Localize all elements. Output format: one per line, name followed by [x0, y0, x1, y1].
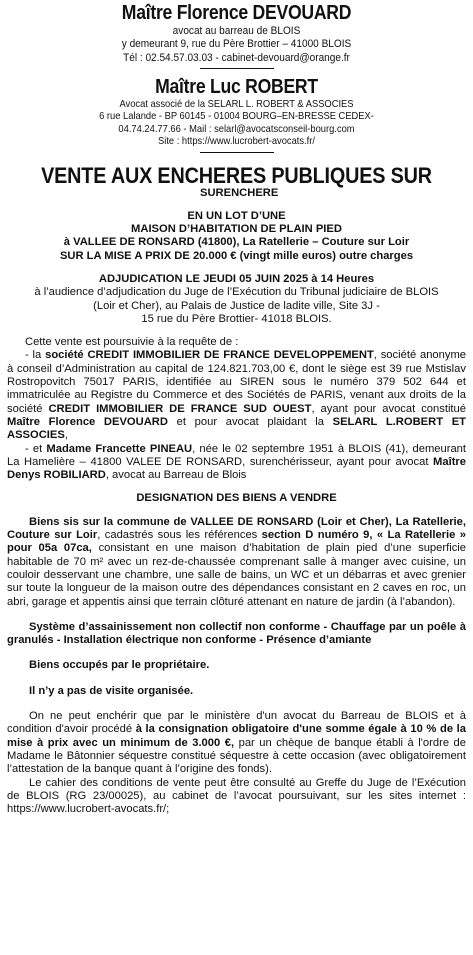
overbidder-paragraph	[7, 443, 466, 483]
separator-line	[200, 68, 274, 69]
text-run: - et	[25, 442, 47, 455]
adjudication-title: ADJUDICATION LE JEUDI 05 JUIN 2025 à 14 Heures	[98, 273, 375, 285]
lawyer2-line4: Site : https://www.lucrobert-avocats.fr/	[158, 136, 315, 148]
lawyer2-line1: Avocat associé de la SELARL L. ROBERT & ASSOCIES	[119, 98, 354, 110]
lot-line2: MAISON D’HABITATION DE PLAIN PIED	[131, 223, 342, 236]
property-description: consistant en une maison d’habitation de plain pied d’une superficie habitable de 70 m² avec un rez-de-chaussée comprenant salle à manger avec cuisine, un couloir desservant une chambre, une salle de bains, un WC et un débarras et avec grenier sur toute la longueur de la maison outre des dépendances consistant en 2 caves en roc, un abri, garage et appentis ainsi que terrain clôturé attenant en nature de jardin (à l’abandon).	[7, 542, 467, 608]
lawyer2-line2: 6 rue Lalande - BP 60145 - 01004 BOURG–EN-BRESSE CEDEX-	[99, 111, 374, 123]
adjudication-line2: (Loir et Cher), au Palais de Justice de ladite ville, Site 3J -	[93, 299, 380, 312]
cadastral-reference: section D numéro 9, « La Ratellerie » pour 05a 07ca,	[7, 529, 466, 555]
sale-conditions-paragraph: Le cahier des conditions de vente peut être consulté au Greffe du Juge de l’Exécution de BLOIS (RG 23/00025), au cabinet de l’avocat poursuivant, sur les sites internet : https://www.lucrobert-avocats.fr/;	[7, 776, 466, 816]
lawyer1-line2: y demeurant 9, rue du Père Brottier – 41000 BLOIS	[121, 38, 352, 51]
separator-line	[200, 152, 274, 153]
adjudication-line3: 15 rue du Père Brottier- 41018 BLOIS.	[141, 312, 332, 325]
lawyer1-name: Maître Florence DEVOUARD	[121, 2, 352, 24]
text-run: par un chèque de banque établi à l'ordre de Madame le Bâtonnier séquestre constitué séquestre à cette occasion (avec obligatoirement l’attestation de la banque quant à l’origine des fonds).	[7, 736, 467, 776]
text-run: - la	[25, 349, 46, 362]
text-run: et pour avocat plaidant la	[167, 415, 333, 428]
diagnostics-paragraph: Système d’assainissement non collectif non conforme - Chauffage par un poêle à granulés - Installation électrique non conforme - Présence d’amiante	[7, 620, 466, 647]
request-intro: Cette vente est poursuivie à la requête de :	[25, 336, 239, 349]
deposit-requirement: à la consignation obligatoire d'une somme égale à 10 % de la mise à prix avec un minimum de 3.000 €,	[7, 723, 466, 749]
predecessor-name: CREDIT IMMOBILIER DE FRANCE SUD OUEST	[48, 402, 312, 415]
lawyer2-line3: 04.74.24.77.66 - Mail : selarl@avocatsconseil-bourg.com	[118, 123, 355, 135]
text-run: ,	[64, 429, 68, 442]
text-run: , cadastrés sous les références	[97, 529, 262, 542]
designation-heading: DESIGNATION DES BIENS A VENDRE	[136, 492, 337, 505]
text-run: On ne peut enchérir que par le ministère d'un avocat du Barreau de BLOIS et à condition d'avoir procédé	[7, 710, 466, 736]
overbidder-name: Madame Francette PINEAU	[46, 442, 193, 455]
constituted-lawyer: Maître Florence DEVOUARD	[7, 415, 168, 428]
occupancy-paragraph: Biens occupés par le propriétaire.	[29, 659, 210, 672]
text-run: , société anonyme à conseil d’Administration au capital de 124.821.703,00 €, dont le siège est 39 rue Mstislav Rostropovitch 75017 PARIS, identifiée au SIREN sous le numéro 379 502 644 et immatriculée au Registre du Commerce et des Sociétés de PARIS, venant aux droits de la société	[7, 349, 467, 415]
bidding-conditions-paragraph	[7, 710, 466, 776]
lawyer2-name: Maître Luc ROBERT	[155, 75, 318, 98]
sale-title: VENTE AUX ENCHERES PUBLIQUES SUR	[41, 162, 432, 188]
requester-paragraph	[7, 349, 466, 442]
lawyer1-line1: avocat au barreau de BLOIS	[172, 25, 301, 37]
lot-line3: à VALLEE DE RONSARD (41800), La Ratellerie – Couture sur Loir	[63, 236, 410, 249]
lot-line4: SUR LA MISE A PRIX DE 20.000 € (vingt mille euros) outre charges	[59, 249, 414, 262]
legal-notice-page	[0, 1, 473, 955]
lot-line1: EN UN LOT D’UNE	[187, 209, 286, 222]
lawyer1-line3: Tél : 02.54.57.03.03 - cabinet-devouard@orange.fr	[123, 51, 350, 64]
creditor-name: société CREDIT IMMOBILIER DE FRANCE DEVELOPPEMENT	[45, 349, 374, 362]
adjudication-line1: à l’audience d’adjudication du Juge de l’Exécution du Tribunal judiciaire de BLOIS	[34, 286, 439, 299]
text-run: , née le 02 septembre 1951 à BLOIS (41), demeurant La Hamelière – 41800 VALEE DE RONSARD, surenchérisseur, ayant pour avocat	[7, 442, 466, 468]
text-run: , ayant pour avocat constitué	[311, 402, 466, 415]
text-run: , avocat au Barreau de Blois	[105, 469, 247, 482]
overbidder-lawyer: Maître Denys ROBILIARD	[7, 455, 466, 482]
sale-subtitle: SURENCHERE	[200, 186, 279, 199]
visit-paragraph: Il n’y a pas de visite organisée.	[29, 684, 194, 697]
designation-paragraph	[7, 516, 466, 609]
property-location: Biens sis sur la commune de VALLEE DE RONSARD (Loir et Cher), La Ratellerie, Couture sur Loir	[7, 515, 466, 542]
pleading-firm: SELARL L.ROBERT ET ASSOCIES	[7, 415, 466, 442]
